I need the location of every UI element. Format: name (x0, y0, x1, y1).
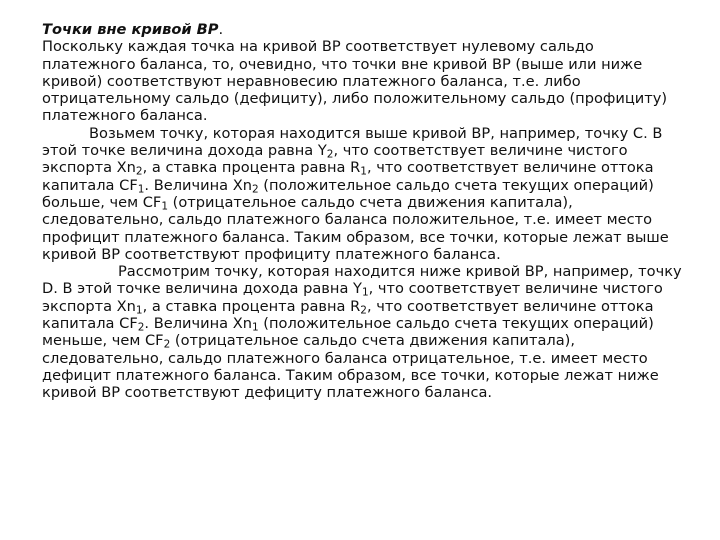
section-heading (42, 21, 687, 38)
paragraph-intro (42, 38, 687, 124)
text-run: . Величина Xn (144, 176, 252, 194)
document-body (42, 21, 687, 402)
paragraph-point-c (42, 125, 687, 263)
text-run: (отрицательное сальдо счета движения капитала), следовательно, сальдо платежного баланса отрицательное, т.е. имеет место дефицит платежного баланса. Таким образом, все точки, которые лежат ниже кривой ВР соответствуют дефициту платежного баланса. (42, 332, 659, 402)
text-run: , что соответствует величине оттока капитала CF (42, 297, 654, 333)
text-run: Возьмем точку, которая находится выше кривой ВР, например, точку С. В этой точке величина дохода равна Y (42, 124, 663, 160)
text-run: , что соответствует величине чистого экспорта Xn (42, 280, 663, 315)
paragraphs (42, 38, 687, 401)
section-heading-tail: . (218, 21, 224, 38)
text-run: Поскольку каждая точка на кривой ВР соответствует нулевому сальдо платежного баланса, то, очевидно, что точки вне кривой ВР (выше или ниже кривой) соответствуют неравновесию платежного баланса, т.е. либо отрицательному сальдо (дефициту), либо положительному сальдо (профициту) платежного баланса. (42, 38, 668, 125)
subscript-index: 1 (361, 287, 369, 300)
subscript-index: 2 (135, 166, 143, 178)
text-run: (отрицательное сальдо счета движения капитала), следовательно, сальдо платежного баланса положительное, т.е. имеет место профицит платежного баланса. Таким образом, все точки, которые лежат выше кривой ВР соответствуют профициту платежного баланса. (42, 193, 669, 263)
text-run: (положительное сальдо счета текущих операций) больше, чем CF (42, 176, 654, 211)
text-run: , а ставка процента равна R (142, 159, 361, 177)
subscript-index: 2 (251, 183, 259, 196)
section-heading-emphasis: Точки вне кривой ВР (42, 21, 219, 38)
subscript-index: 2 (326, 148, 334, 161)
text-run: , что соответствует величине оттока капитала CF (42, 159, 654, 194)
text-run: . Величина Xn (144, 315, 252, 333)
subscript-index: 1 (135, 304, 143, 317)
subscript-index: 2 (137, 321, 145, 334)
subscript-index: 2 (163, 338, 171, 351)
text-run: Рассмотрим точку, которая находится ниже кривой ВР, например, точку D. В этой точке величина дохода равна Y (42, 263, 682, 298)
subscript-index: 1 (161, 200, 168, 213)
subscript-index: 1 (251, 321, 259, 334)
subscript-index: 1 (137, 183, 145, 196)
subscript-index: 2 (360, 304, 367, 317)
text-run: , что соответствует величине чистого экспорта Xn (42, 142, 628, 177)
subscript-index: 1 (360, 166, 367, 178)
text-run: , а ставка процента равна R (142, 297, 361, 315)
paragraph-point-d (42, 263, 687, 401)
text-run: (положительное сальдо счета текущих операций) меньше, чем CF (42, 315, 654, 350)
